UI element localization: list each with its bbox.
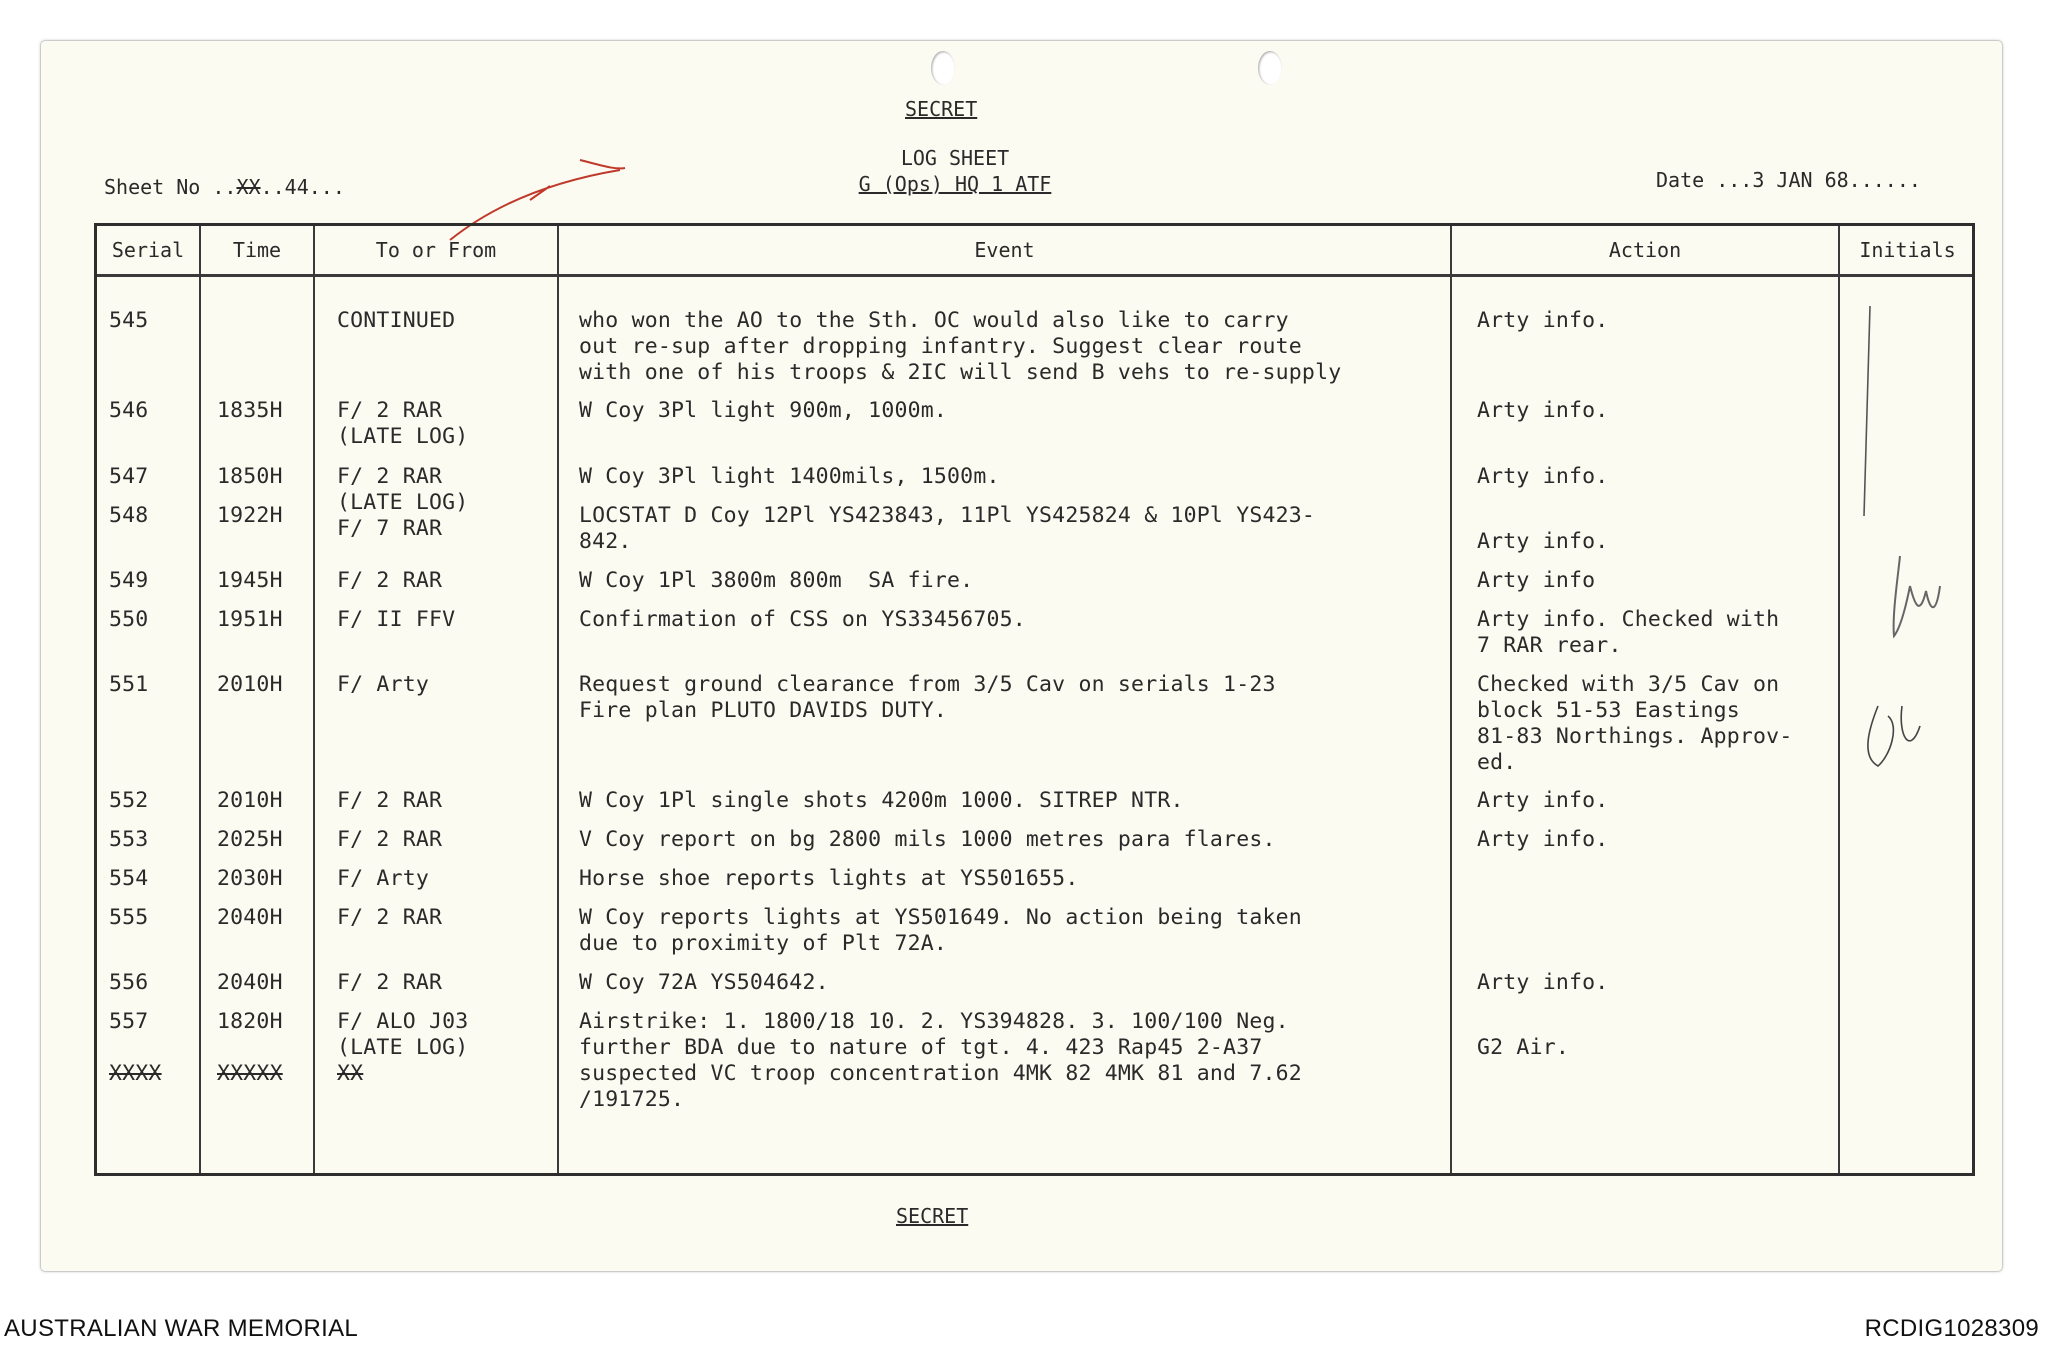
from-cell: F/ ALO J03 (LATE LOG) xyxy=(337,1009,469,1060)
event-cell: Airstrike: 1. 1800/18 10. 2. YS394828. 3. 100/100 Neg. further BDA due to nature of tgt. 4. 423 Rap45 2-A37 suspected VC troop concentration 4MK 82 4MK 81 and 7.62 /191725. xyxy=(579,1009,1302,1112)
event-cell: Request ground clearance from 3/5 Cav on serials 1-23 Fire plan PLUTO DAVIDS DUTY. xyxy=(579,672,1276,723)
from-cell: F/ 2 RAR xyxy=(337,970,443,995)
action-cell: Arty info. xyxy=(1477,827,1609,852)
action-cell: Arty info. xyxy=(1477,308,1609,333)
action-cell: Arty info. xyxy=(1477,970,1609,995)
serial-cell: 553 xyxy=(109,827,149,852)
punch-hole xyxy=(931,51,955,85)
event-cell: who won the AO to the Sth. OC would also like to carry out re-sup after dropping infantry. Suggest clear route with one of his troops & 2IC will send B vehs to re-supply xyxy=(579,308,1342,385)
serial-cell: 552 xyxy=(109,788,149,813)
column-divider xyxy=(557,226,559,1173)
action-cell: Arty info. xyxy=(1477,529,1609,554)
log-table xyxy=(94,223,1975,1176)
serial-cell: 547 xyxy=(109,464,149,489)
serial-cell: 557 xyxy=(109,1009,149,1034)
sheet-number: 44 xyxy=(284,175,309,199)
action-cell: Arty info. xyxy=(1477,788,1609,813)
action-cell: G2 Air. xyxy=(1477,1035,1570,1060)
time-cell: 1922H xyxy=(217,503,283,528)
log-sheet-title: LOG SHEET xyxy=(900,146,1010,170)
time-cell: 2025H xyxy=(217,827,283,852)
sheet-struck-number: XX xyxy=(236,175,261,199)
time-cell: 1820H xyxy=(217,1009,283,1034)
event-cell: Confirmation of CSS on YS33456705. xyxy=(579,607,1026,632)
column-divider xyxy=(1450,226,1452,1173)
action-cell: Checked with 3/5 Cav on block 51-53 Eastings 81-83 Northings. Approv- ed. xyxy=(1477,672,1793,775)
date-label: Date xyxy=(1656,168,1705,192)
event-cell: W Coy 3Pl light 900m, 1000m. xyxy=(579,398,948,423)
event-cell: V Coy report on bg 2800 mils 1000 metres para flares. xyxy=(579,827,1276,852)
date-field xyxy=(1656,168,1921,192)
col-header-initials: Initials xyxy=(1859,238,1956,262)
date-dots: ...... xyxy=(1848,168,1921,192)
sheet-number-field xyxy=(104,175,345,199)
sheet-dots: .. xyxy=(260,175,285,199)
header-divider xyxy=(97,274,1972,277)
serial-cell: 555 xyxy=(109,905,149,930)
event-cell: W Coy reports lights at YS501649. No action being taken due to proximity of Plt 72A. xyxy=(579,905,1302,956)
serial-cell: 545 xyxy=(109,308,149,333)
unit-title: G (Ops) HQ 1 ATF xyxy=(858,172,1052,196)
serial-cell: 551 xyxy=(109,672,149,697)
footer-record-id: RCDIG1028309 xyxy=(1864,1315,2039,1342)
col-header-action: Action xyxy=(1608,238,1682,262)
event-cell: LOCSTAT D Coy 12Pl YS423843, 11Pl YS425824 & 10Pl YS423- 842. xyxy=(579,503,1316,554)
from-cell: F/ Arty xyxy=(337,672,430,697)
sheet-dots: .. xyxy=(212,175,237,199)
time-cell: 2030H xyxy=(217,866,283,891)
serial-cell: 548 xyxy=(109,503,149,528)
footer-archive-name: AUSTRALIAN WAR MEMORIAL xyxy=(4,1315,359,1342)
from-cell: F/ 2 RAR (LATE LOG) xyxy=(337,398,469,449)
time-cell: 2010H xyxy=(217,788,283,813)
event-cell: W Coy 1Pl single shots 4200m 1000. SITREP NTR. xyxy=(579,788,1184,813)
from-cell: F/ 2 RAR xyxy=(337,827,443,852)
date-dots: ... xyxy=(1716,168,1753,192)
time-cell: 1945H xyxy=(217,568,283,593)
classification-top: SECRET xyxy=(905,97,978,121)
serial-cell-struck: XXXX xyxy=(109,1061,162,1086)
initials-signatures xyxy=(1840,286,1975,886)
serial-cell: 550 xyxy=(109,607,149,632)
event-cell: W Coy 72A YS504642. xyxy=(579,970,829,995)
action-cell: Arty info. Checked with 7 RAR rear. xyxy=(1477,607,1780,658)
from-cell: F/ Arty xyxy=(337,866,430,891)
sheet-dots: ... xyxy=(308,175,345,199)
col-header-to-or-from: To or From xyxy=(375,238,497,262)
classification-bottom: SECRET xyxy=(896,1204,969,1228)
serial-cell: 554 xyxy=(109,866,149,891)
time-cell: 1850H xyxy=(217,464,283,489)
event-cell: W Coy 1Pl 3800m 800m SA fire. xyxy=(579,568,974,593)
serial-cell: 549 xyxy=(109,568,149,593)
action-cell: Arty info. xyxy=(1477,398,1609,423)
from-cell: F/ 2 RAR (LATE LOG) xyxy=(337,464,469,515)
event-cell: W Coy 3Pl light 1400mils, 1500m. xyxy=(579,464,1000,489)
from-cell: F/ II FFV xyxy=(337,607,456,632)
action-cell: Arty info xyxy=(1477,568,1596,593)
col-header-time: Time xyxy=(232,238,282,262)
column-divider xyxy=(199,226,201,1173)
sheet-label: Sheet No xyxy=(104,175,201,199)
punch-hole xyxy=(1258,51,1282,85)
col-header-serial: Serial xyxy=(111,238,185,262)
time-cell: 2040H xyxy=(217,970,283,995)
from-cell: F/ 2 RAR xyxy=(337,568,443,593)
action-cell: Arty info. xyxy=(1477,464,1609,489)
time-cell: 1951H xyxy=(217,607,283,632)
time-cell: 1835H xyxy=(217,398,283,423)
time-cell: 2040H xyxy=(217,905,283,930)
from-cell-struck: XX xyxy=(337,1061,364,1086)
date-value: 3 JAN 68 xyxy=(1752,168,1849,192)
time-cell-struck: XXXXX xyxy=(217,1061,283,1086)
serial-cell: 556 xyxy=(109,970,149,995)
from-cell: CONTINUED xyxy=(337,308,456,333)
col-header-event: Event xyxy=(974,238,1035,262)
column-divider xyxy=(313,226,315,1173)
from-cell: F/ 2 RAR xyxy=(337,788,443,813)
serial-cell: 546 xyxy=(109,398,149,423)
event-cell: Horse shoe reports lights at YS501655. xyxy=(579,866,1079,891)
time-cell: 2010H xyxy=(217,672,283,697)
from-cell: F/ 7 RAR xyxy=(337,516,443,541)
from-cell: F/ 2 RAR xyxy=(337,905,443,930)
